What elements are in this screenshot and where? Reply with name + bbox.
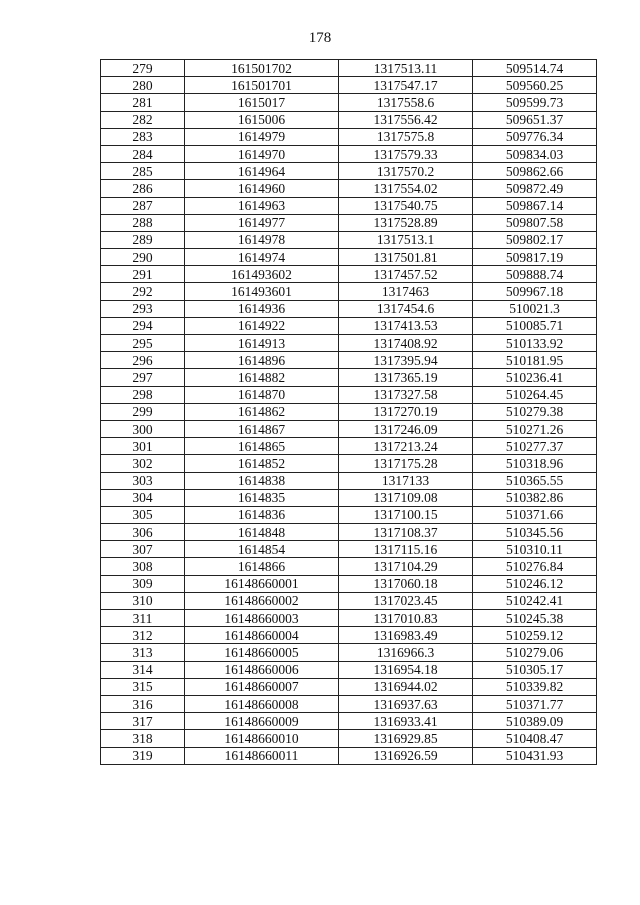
point-number-cell: 301: [101, 438, 185, 455]
table-row: [101, 627, 597, 644]
point-number-cell: 289: [101, 231, 185, 248]
y-coordinate-cell: 509776.34: [473, 128, 597, 145]
table-row: [101, 747, 597, 764]
table-row: [101, 592, 597, 609]
point-id-cell: 1614960: [185, 180, 339, 197]
point-number-cell: 319: [101, 747, 185, 764]
table-row: [101, 180, 597, 197]
point-number-cell: 315: [101, 678, 185, 695]
x-coordinate-cell: 1316937.63: [339, 695, 473, 712]
table-row: [101, 506, 597, 523]
y-coordinate-cell: 510310.11: [473, 541, 597, 558]
x-coordinate-cell: 1317365.19: [339, 369, 473, 386]
table-row: [101, 128, 597, 145]
table-row: [101, 214, 597, 231]
point-id-cell: 1614835: [185, 489, 339, 506]
x-coordinate-cell: 1317270.19: [339, 403, 473, 420]
x-coordinate-cell: 1317575.8: [339, 128, 473, 145]
x-coordinate-cell: 1316929.85: [339, 730, 473, 747]
x-coordinate-cell: 1316926.59: [339, 747, 473, 764]
y-coordinate-cell: 510271.26: [473, 420, 597, 437]
point-id-cell: 16148660009: [185, 713, 339, 730]
y-coordinate-cell: 510431.93: [473, 747, 597, 764]
x-coordinate-cell: 1317010.83: [339, 610, 473, 627]
point-number-cell: 291: [101, 266, 185, 283]
y-coordinate-cell: 510371.77: [473, 695, 597, 712]
point-id-cell: 1614936: [185, 300, 339, 317]
y-coordinate-cell: 510339.82: [473, 678, 597, 695]
x-coordinate-cell: 1317060.18: [339, 575, 473, 592]
point-number-cell: 302: [101, 455, 185, 472]
point-id-cell: 1614963: [185, 197, 339, 214]
y-coordinate-cell: 510259.12: [473, 627, 597, 644]
table-row: [101, 386, 597, 403]
point-number-cell: 279: [101, 60, 185, 77]
point-number-cell: 285: [101, 163, 185, 180]
x-coordinate-cell: 1317100.15: [339, 506, 473, 523]
y-coordinate-cell: 509888.74: [473, 266, 597, 283]
point-id-cell: 1614977: [185, 214, 339, 231]
point-id-cell: 1614922: [185, 317, 339, 334]
point-number-cell: 306: [101, 524, 185, 541]
x-coordinate-cell: 1317023.45: [339, 592, 473, 609]
y-coordinate-cell: 509651.37: [473, 111, 597, 128]
table-row: [101, 403, 597, 420]
page-number: 178: [308, 30, 332, 46]
y-coordinate-cell: 509834.03: [473, 145, 597, 162]
y-coordinate-cell: 509862.66: [473, 163, 597, 180]
point-id-cell: 1615006: [185, 111, 339, 128]
y-coordinate-cell: 510242.41: [473, 592, 597, 609]
point-id-cell: 1614836: [185, 506, 339, 523]
table-row: [101, 335, 597, 352]
y-coordinate-cell: 510277.37: [473, 438, 597, 455]
y-coordinate-cell: 510305.17: [473, 661, 597, 678]
table-row: [101, 438, 597, 455]
point-number-cell: 296: [101, 352, 185, 369]
x-coordinate-cell: 1317109.08: [339, 489, 473, 506]
point-id-cell: 1614862: [185, 403, 339, 420]
point-number-cell: 298: [101, 386, 185, 403]
table-row: [101, 558, 597, 575]
point-id-cell: 1614979: [185, 128, 339, 145]
table-row: [101, 60, 597, 77]
point-id-cell: 1614974: [185, 249, 339, 266]
y-coordinate-cell: 510279.06: [473, 644, 597, 661]
x-coordinate-cell: 1317408.92: [339, 335, 473, 352]
point-number-cell: 280: [101, 77, 185, 94]
point-id-cell: 161493601: [185, 283, 339, 300]
table-row: [101, 472, 597, 489]
y-coordinate-cell: 509817.19: [473, 249, 597, 266]
y-coordinate-cell: 510279.38: [473, 403, 597, 420]
point-id-cell: 161501701: [185, 77, 339, 94]
y-coordinate-cell: 510246.12: [473, 575, 597, 592]
y-coordinate-cell: 510245.38: [473, 610, 597, 627]
table-row: [101, 231, 597, 248]
point-id-cell: 1614882: [185, 369, 339, 386]
table-row: [101, 644, 597, 661]
point-id-cell: 1614866: [185, 558, 339, 575]
x-coordinate-cell: 1317454.6: [339, 300, 473, 317]
y-coordinate-cell: 510365.55: [473, 472, 597, 489]
y-coordinate-cell: 510276.84: [473, 558, 597, 575]
point-id-cell: 1614838: [185, 472, 339, 489]
x-coordinate-cell: 1317463: [339, 283, 473, 300]
x-coordinate-cell: 1316933.41: [339, 713, 473, 730]
table-row: [101, 197, 597, 214]
point-id-cell: 1614867: [185, 420, 339, 437]
table-row: [101, 317, 597, 334]
table-row: [101, 575, 597, 592]
coordinates-table: [100, 59, 597, 765]
y-coordinate-cell: 510371.66: [473, 506, 597, 523]
table-row: [101, 610, 597, 627]
point-id-cell: 1614964: [185, 163, 339, 180]
x-coordinate-cell: 1317246.09: [339, 420, 473, 437]
point-id-cell: 16148660002: [185, 592, 339, 609]
x-coordinate-cell: 1317175.28: [339, 455, 473, 472]
table-row: [101, 77, 597, 94]
point-id-cell: 1615017: [185, 94, 339, 111]
point-number-cell: 307: [101, 541, 185, 558]
table-row: [101, 541, 597, 558]
table-row: [101, 661, 597, 678]
x-coordinate-cell: 1316983.49: [339, 627, 473, 644]
point-number-cell: 288: [101, 214, 185, 231]
point-id-cell: 16148660010: [185, 730, 339, 747]
x-coordinate-cell: 1317327.58: [339, 386, 473, 403]
y-coordinate-cell: 509872.49: [473, 180, 597, 197]
table-row: [101, 94, 597, 111]
point-id-cell: 1614896: [185, 352, 339, 369]
x-coordinate-cell: 1317556.42: [339, 111, 473, 128]
point-id-cell: 1614970: [185, 145, 339, 162]
point-number-cell: 304: [101, 489, 185, 506]
x-coordinate-cell: 1317540.75: [339, 197, 473, 214]
point-number-cell: 308: [101, 558, 185, 575]
y-coordinate-cell: 509802.17: [473, 231, 597, 248]
y-coordinate-cell: 509867.14: [473, 197, 597, 214]
point-number-cell: 310: [101, 592, 185, 609]
point-id-cell: 1614913: [185, 335, 339, 352]
point-number-cell: 292: [101, 283, 185, 300]
coordinates-table-body: [101, 60, 597, 765]
table-row: [101, 145, 597, 162]
table-row: [101, 713, 597, 730]
y-coordinate-cell: 510389.09: [473, 713, 597, 730]
point-id-cell: 16148660011: [185, 747, 339, 764]
y-coordinate-cell: 510408.47: [473, 730, 597, 747]
table-row: [101, 695, 597, 712]
y-coordinate-cell: 510264.45: [473, 386, 597, 403]
point-number-cell: 305: [101, 506, 185, 523]
point-id-cell: 161493602: [185, 266, 339, 283]
x-coordinate-cell: 1317501.81: [339, 249, 473, 266]
x-coordinate-cell: 1317457.52: [339, 266, 473, 283]
x-coordinate-cell: 1317108.37: [339, 524, 473, 541]
table-row: [101, 420, 597, 437]
point-id-cell: 1614854: [185, 541, 339, 558]
point-number-cell: 286: [101, 180, 185, 197]
point-number-cell: 293: [101, 300, 185, 317]
table-row: [101, 489, 597, 506]
point-number-cell: 316: [101, 695, 185, 712]
x-coordinate-cell: 1317395.94: [339, 352, 473, 369]
table-row: [101, 730, 597, 747]
point-number-cell: 317: [101, 713, 185, 730]
point-id-cell: 16148660003: [185, 610, 339, 627]
x-coordinate-cell: 1317513.1: [339, 231, 473, 248]
x-coordinate-cell: 1317213.24: [339, 438, 473, 455]
y-coordinate-cell: 510236.41: [473, 369, 597, 386]
point-id-cell: 1614870: [185, 386, 339, 403]
x-coordinate-cell: 1317133: [339, 472, 473, 489]
x-coordinate-cell: 1316954.18: [339, 661, 473, 678]
point-number-cell: 294: [101, 317, 185, 334]
point-number-cell: 295: [101, 335, 185, 352]
y-coordinate-cell: 510318.96: [473, 455, 597, 472]
x-coordinate-cell: 1317558.6: [339, 94, 473, 111]
point-id-cell: 16148660005: [185, 644, 339, 661]
x-coordinate-cell: 1317528.89: [339, 214, 473, 231]
point-id-cell: 1614848: [185, 524, 339, 541]
y-coordinate-cell: 509560.25: [473, 77, 597, 94]
x-coordinate-cell: 1317513.11: [339, 60, 473, 77]
point-number-cell: 290: [101, 249, 185, 266]
table-row: [101, 283, 597, 300]
point-number-cell: 282: [101, 111, 185, 128]
point-number-cell: 314: [101, 661, 185, 678]
point-id-cell: 1614978: [185, 231, 339, 248]
point-id-cell: 1614865: [185, 438, 339, 455]
y-coordinate-cell: 510021.3: [473, 300, 597, 317]
x-coordinate-cell: 1317104.29: [339, 558, 473, 575]
table-row: [101, 249, 597, 266]
table-row: [101, 678, 597, 695]
table-row: [101, 163, 597, 180]
point-number-cell: 309: [101, 575, 185, 592]
point-number-cell: 299: [101, 403, 185, 420]
point-id-cell: 16148660008: [185, 695, 339, 712]
y-coordinate-cell: 509514.74: [473, 60, 597, 77]
point-id-cell: 16148660006: [185, 661, 339, 678]
table-row: [101, 352, 597, 369]
point-id-cell: 16148660007: [185, 678, 339, 695]
point-number-cell: 311: [101, 610, 185, 627]
table-row: [101, 455, 597, 472]
x-coordinate-cell: 1316944.02: [339, 678, 473, 695]
table-row: [101, 524, 597, 541]
x-coordinate-cell: 1316966.3: [339, 644, 473, 661]
table-row: [101, 111, 597, 128]
y-coordinate-cell: 510181.95: [473, 352, 597, 369]
point-number-cell: 318: [101, 730, 185, 747]
x-coordinate-cell: 1317570.2: [339, 163, 473, 180]
x-coordinate-cell: 1317579.33: [339, 145, 473, 162]
y-coordinate-cell: 510382.86: [473, 489, 597, 506]
point-number-cell: 312: [101, 627, 185, 644]
point-number-cell: 287: [101, 197, 185, 214]
y-coordinate-cell: 509967.18: [473, 283, 597, 300]
point-number-cell: 313: [101, 644, 185, 661]
y-coordinate-cell: 509599.73: [473, 94, 597, 111]
point-number-cell: 300: [101, 420, 185, 437]
point-number-cell: 297: [101, 369, 185, 386]
x-coordinate-cell: 1317413.53: [339, 317, 473, 334]
x-coordinate-cell: 1317547.17: [339, 77, 473, 94]
x-coordinate-cell: 1317115.16: [339, 541, 473, 558]
point-id-cell: 16148660001: [185, 575, 339, 592]
x-coordinate-cell: 1317554.02: [339, 180, 473, 197]
y-coordinate-cell: 510133.92: [473, 335, 597, 352]
point-number-cell: 281: [101, 94, 185, 111]
y-coordinate-cell: 509807.58: [473, 214, 597, 231]
table-row: [101, 266, 597, 283]
point-id-cell: 161501702: [185, 60, 339, 77]
y-coordinate-cell: 510345.56: [473, 524, 597, 541]
table-row: [101, 369, 597, 386]
y-coordinate-cell: 510085.71: [473, 317, 597, 334]
table-row: [101, 300, 597, 317]
point-number-cell: 303: [101, 472, 185, 489]
point-id-cell: 1614852: [185, 455, 339, 472]
point-number-cell: 283: [101, 128, 185, 145]
point-id-cell: 16148660004: [185, 627, 339, 644]
point-number-cell: 284: [101, 145, 185, 162]
